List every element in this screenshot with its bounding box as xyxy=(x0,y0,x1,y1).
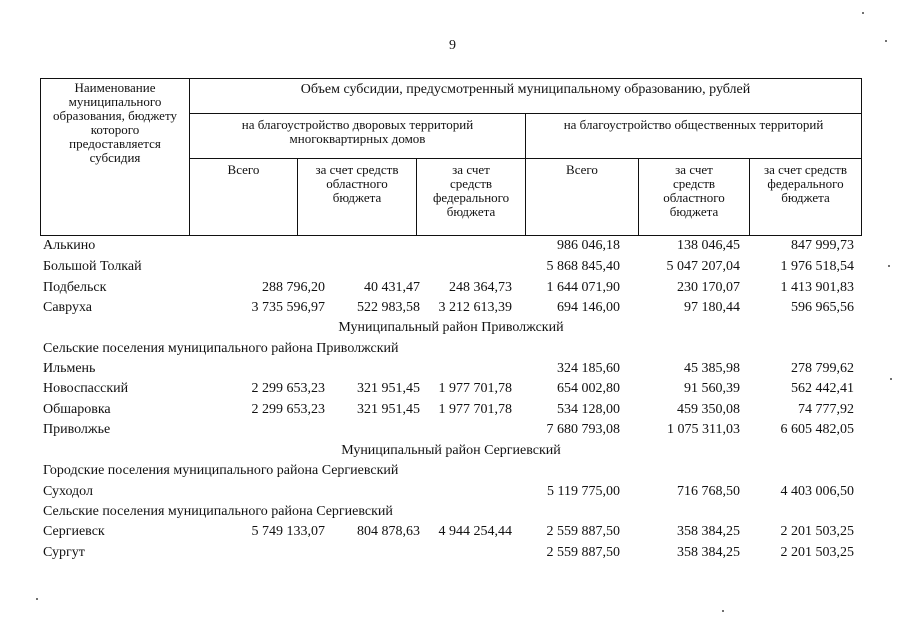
section-title: Муниципальный район Приволжский xyxy=(338,320,564,335)
yards-total: 2 299 653,23 xyxy=(251,381,325,396)
public-federal: 6 605 482,05 xyxy=(780,422,854,437)
subsection-title: Городские поселения муниципального района Сергиевский xyxy=(43,463,399,478)
public-regional: 138 046,45 xyxy=(677,238,740,253)
public-regional: 358 384,25 xyxy=(677,545,740,560)
public-total: 986 046,18 xyxy=(557,238,620,253)
public-total: 654 002,80 xyxy=(557,381,620,396)
table-row xyxy=(40,298,862,318)
yards-federal: 3 212 613,39 xyxy=(438,300,512,315)
header-public-total: Всего xyxy=(525,158,639,236)
table-row xyxy=(40,359,862,379)
public-federal: 74 777,92 xyxy=(798,402,854,417)
row-name: Суходол xyxy=(43,484,93,499)
table-row xyxy=(40,482,862,502)
public-regional: 45 385,98 xyxy=(684,361,740,376)
public-regional: 716 768,50 xyxy=(677,484,740,499)
header-yards-regional: за счет средств областного бюджета xyxy=(297,158,417,236)
public-federal: 562 442,41 xyxy=(791,381,854,396)
header-yards-total: Всего xyxy=(189,158,298,236)
public-federal: 847 999,73 xyxy=(791,238,854,253)
public-total: 5 119 775,00 xyxy=(547,484,620,499)
header-group-yards: на благоустройство дворовых территорий многоквартирных домов xyxy=(189,113,526,159)
row-name: Большой Толкай xyxy=(43,259,142,274)
row-name: Сургут xyxy=(43,545,85,560)
header-group-public: на благоустройство общественных территорий xyxy=(525,113,862,159)
table-row xyxy=(40,278,862,298)
public-federal: 278 799,62 xyxy=(791,361,854,376)
public-regional: 97 180,44 xyxy=(684,300,740,315)
row-name: Сергиевск xyxy=(43,524,105,539)
scan-speck xyxy=(862,12,864,14)
public-regional: 5 047 207,04 xyxy=(666,259,740,274)
public-total: 5 868 845,40 xyxy=(546,259,620,274)
table-row xyxy=(40,236,862,256)
public-regional: 230 170,07 xyxy=(677,280,740,295)
table-row xyxy=(40,257,862,277)
row-name: Алькино xyxy=(43,238,96,253)
yards-regional: 804 878,63 xyxy=(357,524,420,539)
header-yards-federal: за счет средств федерального бюджета xyxy=(416,158,526,236)
table-row xyxy=(40,522,862,542)
public-federal: 2 201 503,25 xyxy=(780,524,854,539)
section-title: Муниципальный район Сергиевский xyxy=(341,443,561,458)
public-total: 694 146,00 xyxy=(557,300,620,315)
yards-total: 3 735 596,97 xyxy=(251,300,325,315)
header-public-federal: за счет средств федерального бюджета xyxy=(749,158,862,236)
yards-total: 288 796,20 xyxy=(262,280,325,295)
row-name: Приволжье xyxy=(43,422,111,437)
public-total: 7 680 793,08 xyxy=(546,422,620,437)
table-row xyxy=(40,543,862,563)
public-total: 534 128,00 xyxy=(557,402,620,417)
public-federal: 2 201 503,25 xyxy=(780,545,854,560)
scan-speck xyxy=(722,610,724,612)
yards-regional: 522 983,58 xyxy=(357,300,420,315)
row-name: Подбельск xyxy=(43,280,107,295)
scan-speck xyxy=(888,265,890,267)
yards-federal: 4 944 254,44 xyxy=(438,524,512,539)
row-name: Новоспасский xyxy=(43,381,129,396)
row-name: Ильмень xyxy=(43,361,96,376)
row-name: Савруха xyxy=(43,300,93,315)
scan-speck xyxy=(885,40,887,42)
scan-speck xyxy=(890,378,892,380)
public-federal: 1 976 518,54 xyxy=(780,259,854,274)
header-public-regional: за счет средств областного бюджета xyxy=(638,158,750,236)
yards-federal: 1 977 701,78 xyxy=(438,402,512,417)
yards-total: 5 749 133,07 xyxy=(251,524,325,539)
subsection-title: Сельские поселения муниципального района Приволжский xyxy=(43,341,399,356)
header-top: Объем субсидии, предусмотренный муниципальному образованию, рублей xyxy=(189,78,862,114)
public-regional: 91 560,39 xyxy=(684,381,740,396)
yards-total: 2 299 653,23 xyxy=(251,402,325,417)
yards-regional: 321 951,45 xyxy=(357,381,420,396)
table-row xyxy=(40,400,862,420)
page-number: 9 xyxy=(449,38,456,53)
table-row xyxy=(40,379,862,399)
header-name-col: Наименование муниципального образования, бюджету которого предоставляется субсидия xyxy=(40,78,190,236)
public-regional: 459 350,08 xyxy=(677,402,740,417)
public-federal: 4 403 006,50 xyxy=(780,484,854,499)
public-federal: 596 965,56 xyxy=(791,300,854,315)
public-total: 324 185,60 xyxy=(557,361,620,376)
table-row xyxy=(40,420,862,440)
public-total: 2 559 887,50 xyxy=(546,524,620,539)
public-regional: 358 384,25 xyxy=(677,524,740,539)
public-federal: 1 413 901,83 xyxy=(780,280,854,295)
public-total: 1 644 071,90 xyxy=(546,280,620,295)
scan-speck xyxy=(36,598,38,600)
yards-federal: 1 977 701,78 xyxy=(438,381,512,396)
yards-regional: 40 431,47 xyxy=(364,280,420,295)
public-regional: 1 075 311,03 xyxy=(667,422,740,437)
yards-federal: 248 364,73 xyxy=(449,280,512,295)
subsection-title: Сельские поселения муниципального района Сергиевский xyxy=(43,504,393,519)
public-total: 2 559 887,50 xyxy=(546,545,620,560)
yards-regional: 321 951,45 xyxy=(357,402,420,417)
row-name: Обшаровка xyxy=(43,402,111,417)
